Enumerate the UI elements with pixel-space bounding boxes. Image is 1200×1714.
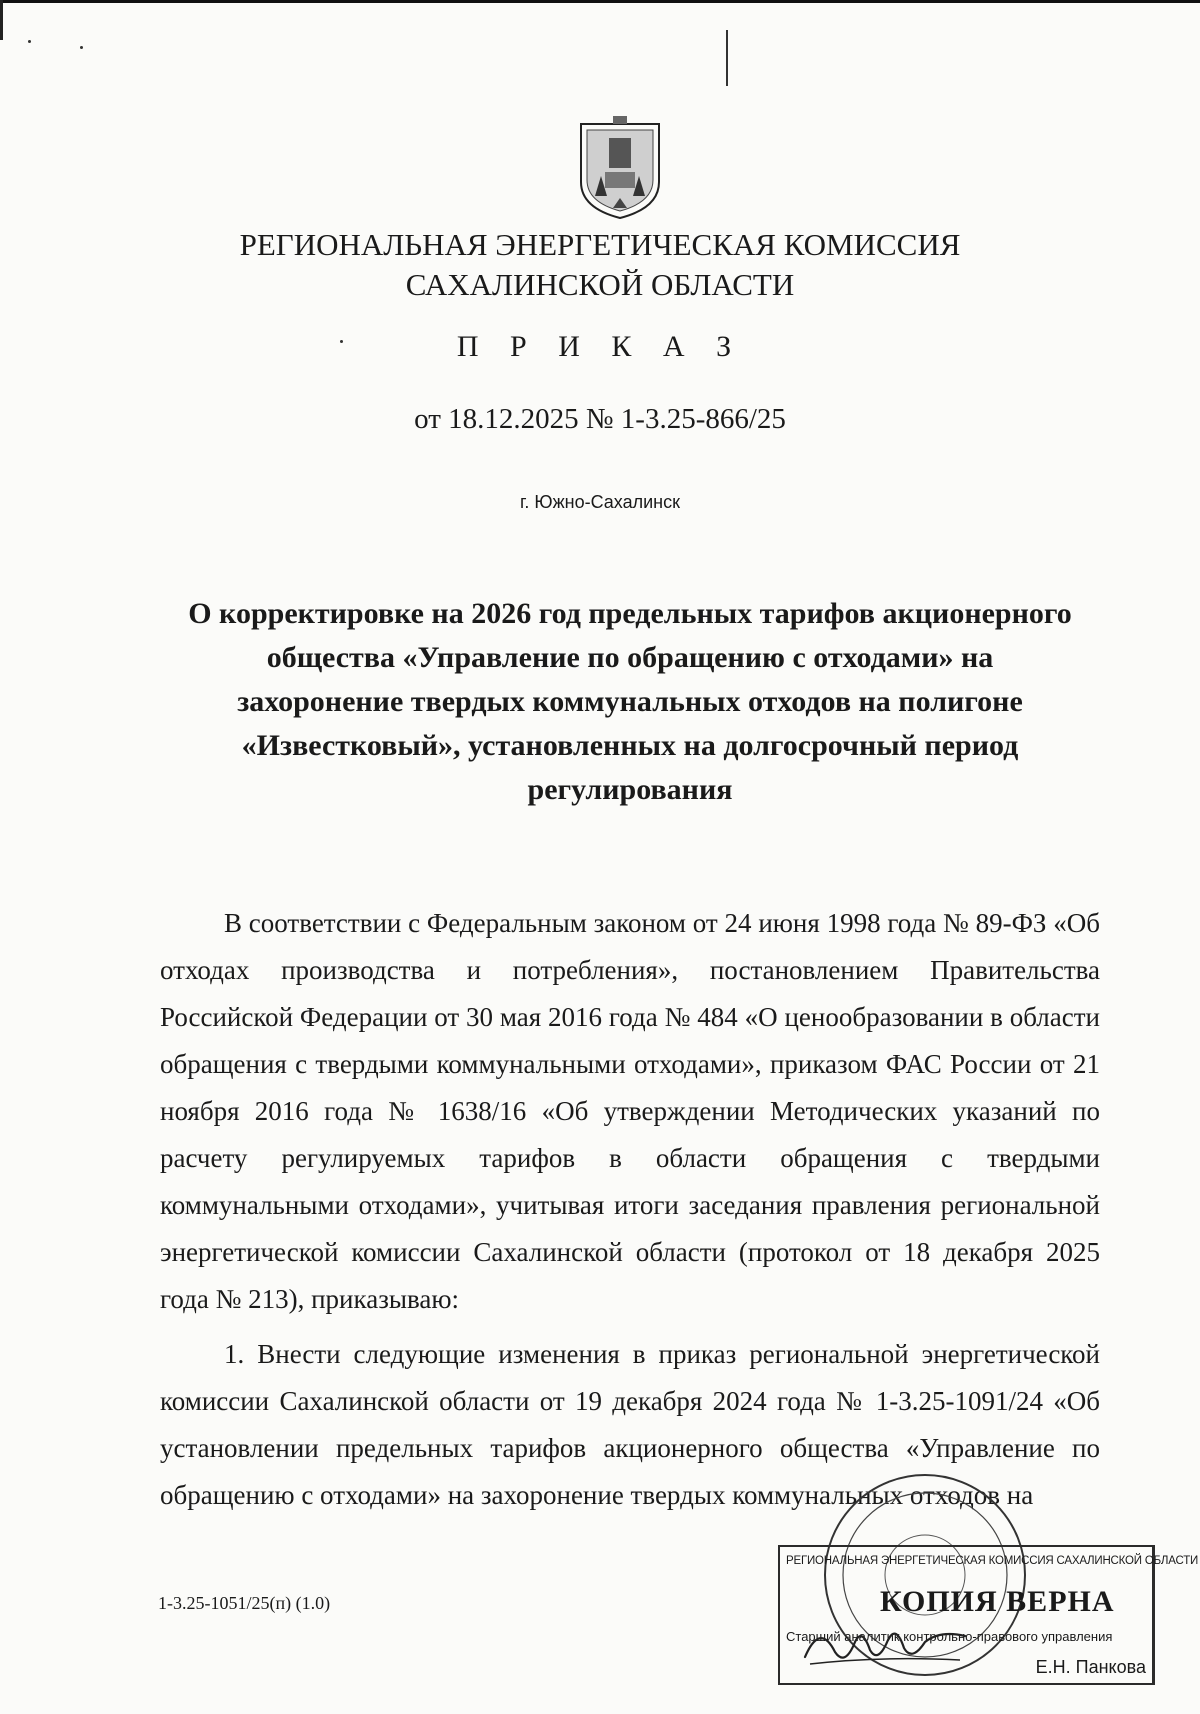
title-line-5: регулирования: [527, 773, 733, 806]
crop-mark: [726, 30, 728, 86]
organization-name: [0, 225, 1200, 305]
document-city: г. Южно-Сахалинск: [520, 492, 680, 512]
stamp-certification: КОПИЯ ВЕРНА: [880, 1585, 1115, 1618]
top-edge-rule: [0, 0, 1200, 3]
stamp-signatory-name: Е.Н. Панкова: [1035, 1657, 1146, 1677]
organization-line-2: САХАЛИНСКОЙ ОБЛАСТИ: [405, 267, 795, 302]
handwritten-signature: [800, 1612, 970, 1672]
stamp-organization: РЕГИОНАЛЬНАЯ ЭНЕРГЕТИЧЕСКАЯ КОМИССИЯ САХАЛИНСКОЙ ОБЛАСТИ: [786, 1555, 1199, 1567]
body-paragraph-2: 1. Внести следующие изменения в приказ региональной энергетической комиссии Сахалинской области от 19 декабря 2024 года № 1-3.25-1091/24 «Об установлении предельных тарифов акционерного общества «Управление по обращению с отходами» на захоронение твердых коммунальных отходов на: [160, 1339, 1100, 1510]
document-type: П Р И К А З: [456, 330, 744, 363]
document-title: [150, 592, 1110, 812]
title-line-1: О корректировке на 2026 год предельных тарифов акционерного: [188, 597, 1072, 630]
stamp-position: Старший аналитик контрольно-правового управления: [786, 1629, 1113, 1644]
document-body: [160, 900, 1100, 1519]
title-line-3: захоронение твердых коммунальных отходов на полигоне: [237, 685, 1023, 718]
organization-line-1: РЕГИОНАЛЬНАЯ ЭНЕРГЕТИЧЕСКАЯ КОМИССИЯ: [239, 227, 961, 262]
title-line-4: «Известковый», установленных на долгосрочный период: [241, 729, 1019, 762]
scan-edge-mark: [0, 0, 3, 40]
body-paragraph-1: В соответствии с Федеральным законом от 24 июня 1998 года № 89-ФЗ «Об отходах производства и потребления», постановлением Правительства Российской Федерации от 30 мая 2016 года № 484 «О ценообразовании в области обращения с твердыми коммунальными отходами», приказом ФАС России от 21 ноября 2016 года № 1638/16 «Об утверждении Методических указаний по расчету регулируемых тарифов в области обращения с твердыми коммунальными отходами», учитывая итоги заседания правления региональной энергетической комиссии Сахалинской области (протокол от 18 декабря 2025 года № 213), приказываю:: [160, 908, 1100, 1314]
document-code: 1-3.25-1051/25(п) (1.0): [158, 1593, 331, 1613]
title-line-2: общества «Управление по обращению с отходами» на: [266, 641, 994, 674]
scan-speck: [28, 40, 31, 43]
document-number: от 18.12.2025 № 1-3.25-866/25: [414, 403, 786, 435]
coat-of-arms-emblem: [575, 112, 665, 222]
scan-speck: [80, 46, 83, 49]
